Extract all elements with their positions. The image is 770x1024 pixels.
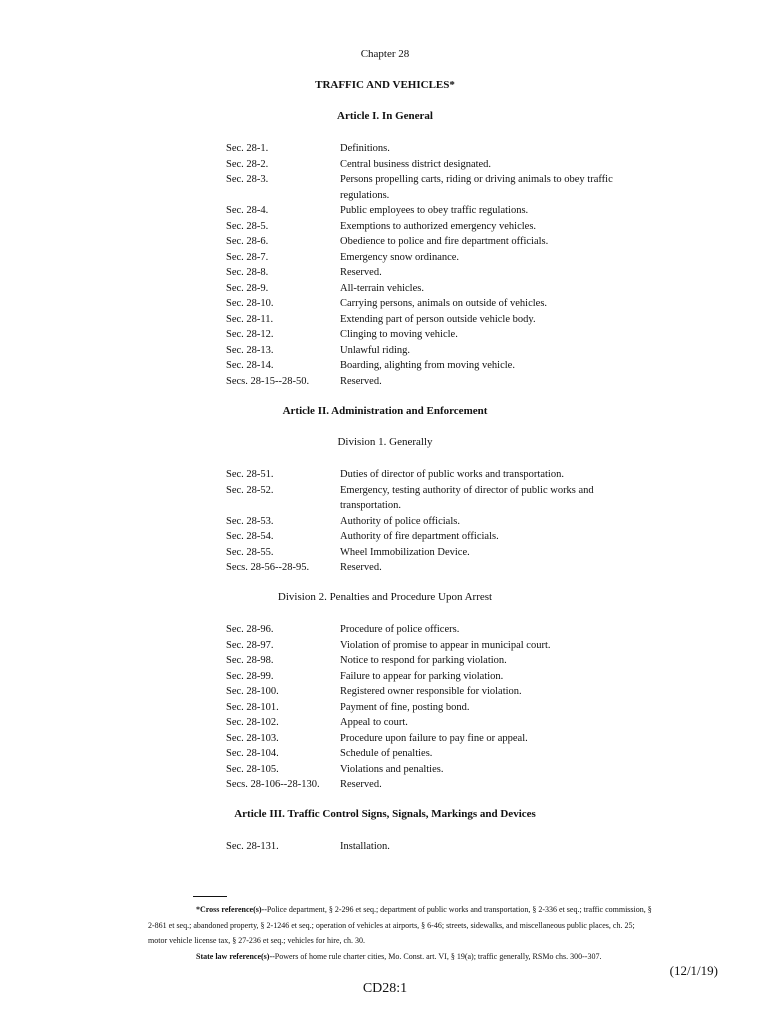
section-number: Sec. 28-52. [226,484,274,496]
section-title: Duties of director of public works and transportation. [340,469,564,480]
section-title: Central business district designated. [340,158,492,170]
section-title: All-terrain vehicles. [340,282,424,294]
section-title: Public employees to obey traffic regulations. [340,205,529,216]
section-row [226,374,646,390]
cross-reference-label: *Cross reference(s)-- [196,905,267,914]
article-1-heading: Article I. In General [337,110,433,122]
section-row [226,731,646,747]
section-number: Sec. 28-101. [226,701,279,713]
section-row [226,839,646,855]
section-number: Sec. 28-96. [226,624,274,635]
section-number: Sec. 28-97. [226,639,274,651]
section-row [226,545,646,561]
division-1-heading: Division 1. Generally [337,436,433,448]
section-row [226,157,646,173]
section-row [226,172,646,203]
section-number: Sec. 28-131. [226,841,279,852]
section-row [226,638,646,654]
article-3-heading: Article III. Traffic Control Signs, Signals, Markings and Devices [234,808,536,820]
section-row [226,141,646,157]
section-number: Sec. 28-10. [226,298,274,309]
section-row [226,483,646,514]
section-number: Secs. 28-15--28-50. [226,375,310,387]
section-number: Sec. 28-2. [226,158,269,170]
section-row [226,684,646,700]
section-number: Sec. 28-55. [226,546,274,558]
article-2-heading: Article II. Administration and Enforcement [282,405,488,417]
section-row [226,203,646,219]
section-row [226,715,646,731]
footnote-cross-reference-line-3: motor vehicle license tax, § 27-236 et seq.; vehicles for hire, ch. 30. [148,936,366,945]
section-number: Sec. 28-3. [226,174,269,185]
section-number: Sec. 28-53. [226,515,274,527]
section-number: Sec. 28-104. [226,748,279,759]
division-2-section-list [226,622,646,793]
section-title: Authority of fire department officials. [340,531,499,542]
state-law-reference-text: Powers of home rule charter cities, Mo. Const. art. VI, § 19(a); traffic generally, RSMo chs. 300--307. [274,951,602,961]
section-number: Sec. 28-102. [226,717,279,728]
section-title: Installation. [340,841,390,852]
section-title: Emergency snow ordinance. [340,251,460,263]
section-title: Carrying persons, animals on outside of vehicles. [340,298,548,309]
section-number: Sec. 28-99. [226,670,274,682]
section-row [226,777,646,793]
section-title: Notice to respond for parking violation. [340,655,507,666]
section-number: Sec. 28-100. [226,686,279,697]
section-number: Sec. 28-4. [226,205,269,216]
section-number: Sec. 28-54. [226,531,274,542]
section-number: Sec. 28-105. [226,763,279,775]
section-title: Authority of police officials. [340,515,460,527]
footnote [148,902,688,964]
section-title: Emergency, testing authority of director of public works and transportation. [340,484,594,511]
division-1-section-list [226,467,646,576]
section-number: Sec. 28-6. [226,236,269,247]
section-row [226,700,646,716]
chapter-label: Chapter 28 [360,48,410,60]
revision-date: (12/1/19) [669,963,718,978]
section-row [226,762,646,778]
section-title: Payment of fine, posting bond. [340,701,470,713]
section-title: Definitions. [340,143,390,154]
section-title: Exemptions to authorized emergency vehicles. [340,220,537,232]
footnote-state-law-reference [148,949,688,965]
section-title: Schedule of penalties. [340,748,433,759]
section-row [226,296,646,312]
section-number: Sec. 28-9. [226,282,269,294]
section-title: Violation of promise to appear in municipal court. [340,639,551,651]
section-title: Appeal to court. [340,717,408,728]
section-number: Sec. 28-13. [226,344,274,356]
section-row [226,281,646,297]
section-row [226,653,646,669]
footnote-cross-reference-line-2: 2-861 et seq.; abandoned property, § 2-1246 et seq.; operation of vehicles at airports, § 6-46; streets, sidewalks, and miscellaneous public places, ch. 25; [148,920,635,930]
article-1-section-list [226,141,646,389]
section-number: Secs. 28-56--28-95. [226,562,310,573]
section-row [226,669,646,685]
section-number: Sec. 28-1. [226,143,269,154]
state-law-reference-label: State law reference(s)-- [196,951,275,961]
section-title: Failure to appear for parking violation. [340,670,504,682]
section-number: Sec. 28-51. [226,469,274,480]
section-title: Reserved. [340,375,382,387]
section-title: Procedure upon failure to pay fine or appeal. [340,732,528,744]
section-row [226,234,646,250]
section-row [226,312,646,328]
section-number: Sec. 28-11. [226,313,274,325]
section-number: Secs. 28-106--28-130. [226,779,320,790]
chapter-title: TRAFFIC AND VEHICLES* [315,79,455,91]
footnote-divider [193,896,227,897]
section-title: Reserved. [340,779,382,790]
section-row [226,265,646,281]
cross-reference-text-1: Police department, § 2-296 et seq.; department of public works and transportation, § 2-336 et seq.; traffic commission, § [266,905,652,914]
section-title: Clinging to moving vehicle. [340,329,458,340]
section-title: Procedure of police officers. [340,624,460,635]
section-title: Reserved. [340,267,382,278]
section-row [226,219,646,235]
section-number: Sec. 28-8. [226,267,269,278]
section-title: Unlawful riding. [340,344,410,356]
section-row [226,358,646,374]
section-title: Registered owner responsible for violation. [340,686,522,697]
section-row [226,622,646,638]
article-3-section-list [226,839,646,855]
section-number: Sec. 28-12. [226,329,274,340]
section-row [226,467,646,483]
division-2-heading: Division 2. Penalties and Procedure Upon Arrest [277,591,493,603]
page-number: CD28:1 [362,981,408,996]
section-row [226,250,646,266]
section-number: Sec. 28-7. [226,251,269,263]
section-title: Boarding, alighting from moving vehicle. [340,360,515,371]
section-title: Violations and penalties. [340,763,444,775]
section-row [226,560,646,576]
section-title: Obedience to police and fire department officials. [340,236,549,247]
section-number: Sec. 28-14. [226,360,274,371]
section-number: Sec. 28-98. [226,655,274,666]
section-row [226,746,646,762]
section-row [226,343,646,359]
section-number: Sec. 28-5. [226,220,269,232]
section-number: Sec. 28-103. [226,732,279,744]
footnote-cross-reference-line-1 [148,902,688,918]
section-title: Persons propelling carts, riding or driving animals to obey traffic regulations. [340,174,613,201]
section-title: Extending part of person outside vehicle body. [340,313,536,325]
section-title: Wheel Immobilization Device. [340,546,470,558]
section-row [226,529,646,545]
section-title: Reserved. [340,562,382,573]
section-row [226,514,646,530]
section-row [226,327,646,343]
